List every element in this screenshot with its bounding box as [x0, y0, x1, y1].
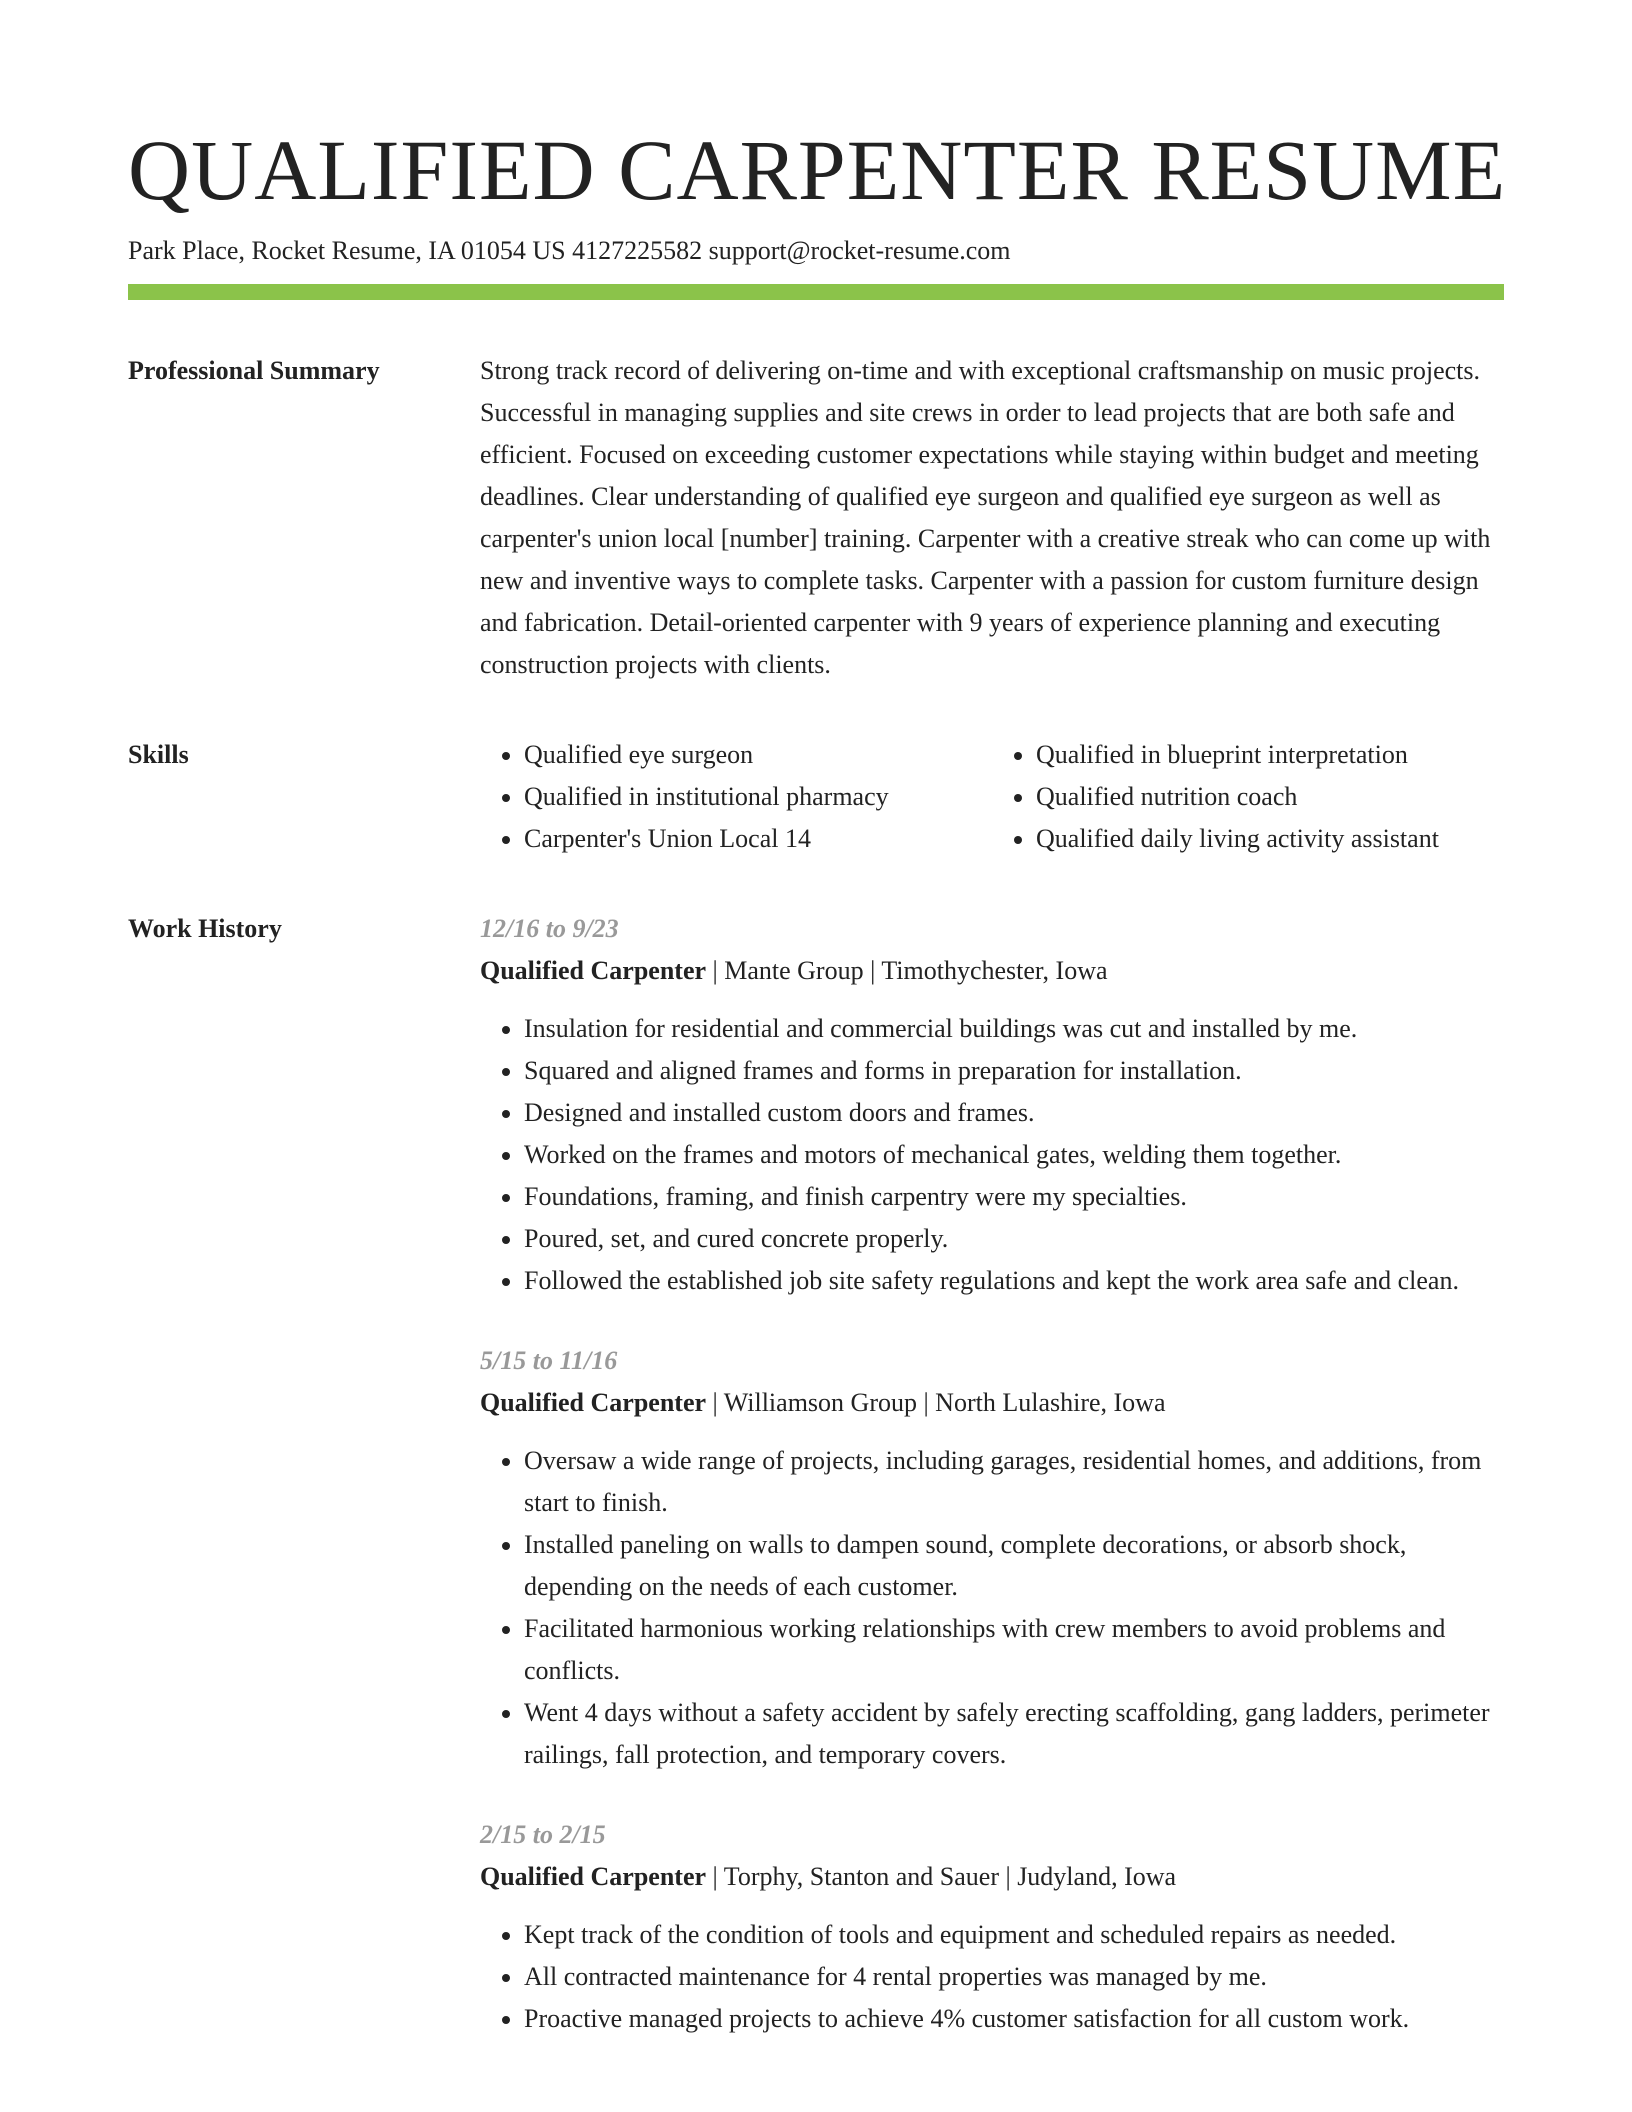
job-dates: 5/15 to 11/16: [480, 1346, 618, 1375]
job-entry: [480, 1814, 1504, 2040]
job-employer-location: | Williamson Group | North Lulashire, Iowa: [706, 1388, 1166, 1417]
job-bullet: • All contracted maintenance for 4 rental properties was managed by me.: [524, 1956, 1504, 1998]
skills-column-left: [480, 734, 992, 860]
job-bullet: • Facilitated harmonious working relationships with crew members to avoid problems and conflicts.: [524, 1608, 1504, 1692]
job-bullet: • Followed the established job site safety regulations and kept the work area safe and clean.: [524, 1260, 1504, 1302]
job-bullet-list: [480, 1440, 1504, 1776]
summary-section: [128, 350, 1504, 686]
section-heading-skills: Skills: [128, 740, 189, 769]
job-bullet-list: [480, 1914, 1504, 2040]
work-history-body: [480, 908, 1504, 2040]
job-bullet: • Designed and installed custom doors and frames.: [524, 1092, 1504, 1134]
section-heading-summary: Professional Summary: [128, 356, 380, 385]
job-bullet: • Installed paneling on walls to dampen sound, complete decorations, or absorb shock, depending on the needs of each customer.: [524, 1524, 1504, 1608]
job-bullet: • Kept track of the condition of tools and equipment and scheduled repairs as needed.: [524, 1914, 1504, 1956]
job-bullet: • Proactive managed projects to achieve 4% customer satisfaction for all custom work.: [524, 1998, 1504, 2040]
job-employer-location: | Mante Group | Timothychester, Iowa: [706, 956, 1108, 985]
resume-page: [128, 120, 1507, 2040]
job-bullet: • Squared and aligned frames and forms in preparation for installation.: [524, 1050, 1504, 1092]
accent-divider: [128, 284, 1504, 300]
job-heading: [480, 950, 1504, 992]
job-bullet: • Worked on the frames and motors of mechanical gates, welding them together.: [524, 1134, 1504, 1176]
job-entry: [480, 908, 1504, 1302]
skills-section: [128, 734, 1504, 860]
job-title: Qualified Carpenter: [480, 1388, 707, 1417]
job-bullet: • Insulation for residential and commercial buildings was cut and installed by me.: [524, 1008, 1504, 1050]
summary-body: [480, 350, 1504, 686]
work-history-section: [128, 908, 1504, 2040]
resume-title: QUALIFIED CARPENTER RESUME: [128, 122, 1507, 218]
job-entry: [480, 1340, 1504, 1776]
job-bullet: • Oversaw a wide range of projects, including garages, residential homes, and additions, from start to finish.: [524, 1440, 1504, 1524]
skills-body: [480, 734, 1504, 860]
job-dates: 2/15 to 2/15: [480, 1820, 606, 1849]
job-bullet: • Foundations, framing, and finish carpentry were my specialties.: [524, 1176, 1504, 1218]
job-heading: [480, 1856, 1504, 1898]
summary-text: Strong track record of delivering on-time and with exceptional craftsmanship on music projects. Successful in managing supplies and site crews in order to lead projects that are both safe and efficient. Focused on exceeding customer expectations while staying within budget and meeting deadlines. Clear understanding of qualified eye surgeon and qualified eye surgeon as well as carpenter's union local [number] training. Carpenter with a creative streak who can come up with new and inventive ways to complete tasks. Carpenter with a passion for custom furniture design and fabrication. Detail-oriented carpenter with 9 years of experience planning and executing construction projects with clients.: [480, 356, 1491, 679]
job-employer-location: | Torphy, Stanton and Sauer | Judyland, Iowa: [706, 1862, 1177, 1891]
skill-item: • Carpenter's Union Local 14: [524, 818, 992, 860]
job-bullet-list: [480, 1008, 1504, 1302]
skill-item: • Qualified daily living activity assistant: [1036, 818, 1504, 860]
skills-column-right: [992, 734, 1504, 860]
job-title: Qualified Carpenter: [480, 1862, 707, 1891]
contact-line: Park Place, Rocket Resume, IA 01054 US 4127225582 support@rocket-resume.com: [128, 236, 1011, 265]
skill-item: • Qualified nutrition coach: [1036, 776, 1504, 818]
skill-item: • Qualified eye surgeon: [524, 734, 992, 776]
job-heading: [480, 1382, 1504, 1424]
job-title: Qualified Carpenter: [480, 956, 707, 985]
job-bullet: • Went 4 days without a safety accident by safely erecting scaffolding, gang ladders, perimeter railings, fall protection, and temporary covers.: [524, 1692, 1504, 1776]
job-bullet: • Poured, set, and cured concrete properly.: [524, 1218, 1504, 1260]
job-dates: 12/16 to 9/23: [480, 914, 619, 943]
skill-item: • Qualified in institutional pharmacy: [524, 776, 992, 818]
section-heading-work-history: Work History: [128, 914, 282, 943]
skill-item: • Qualified in blueprint interpretation: [1036, 734, 1504, 776]
skills-grid: [480, 734, 1504, 860]
